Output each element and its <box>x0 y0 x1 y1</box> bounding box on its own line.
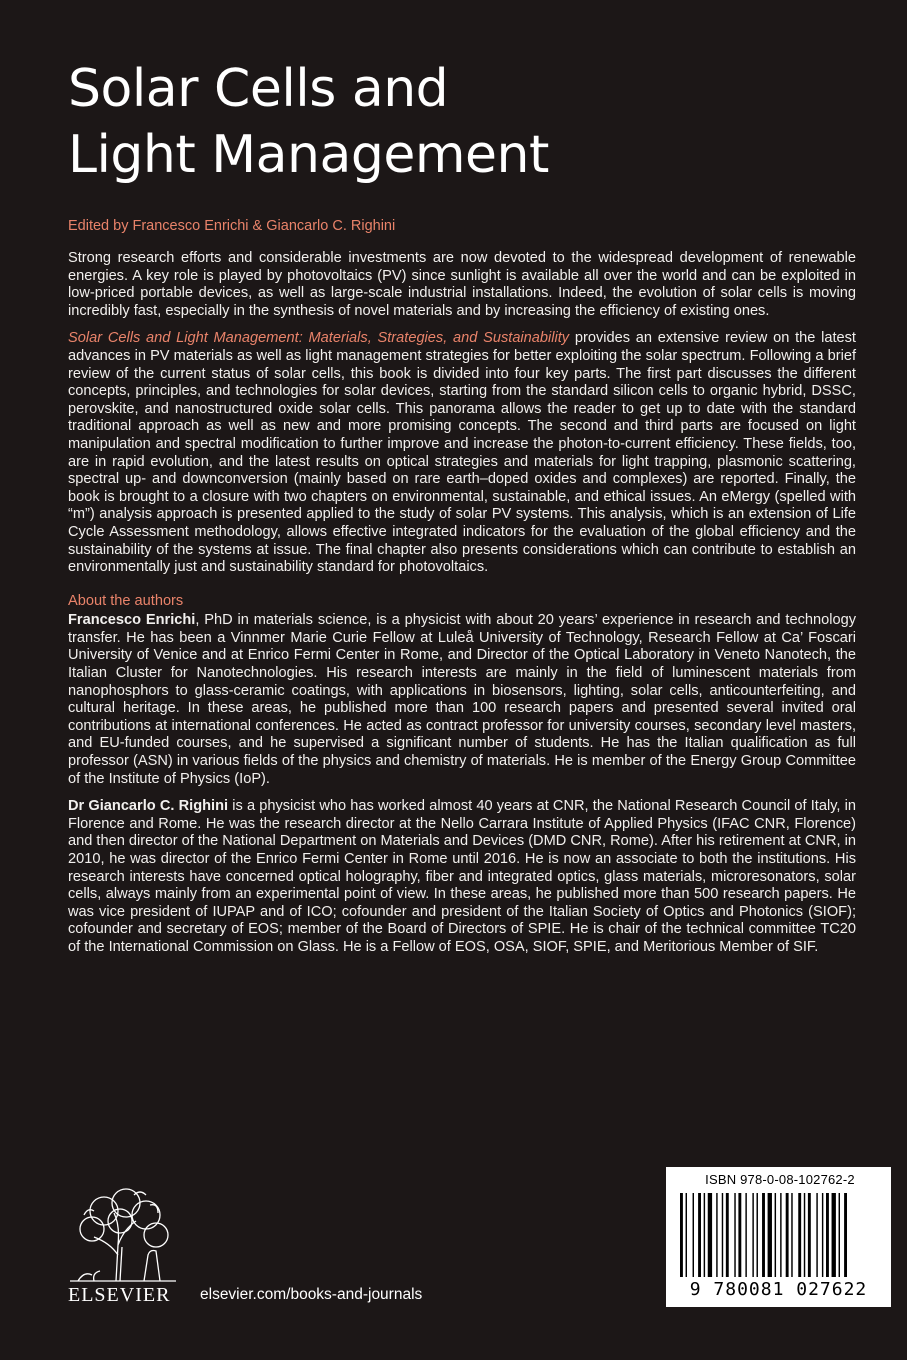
barcode-bar <box>762 1193 765 1277</box>
barcode-bar <box>734 1193 735 1277</box>
barcode-bar <box>757 1193 758 1277</box>
description-paragraph-2 <box>68 330 856 576</box>
barcode-bar <box>722 1193 723 1277</box>
editors-credit: Edited by Francesco Enrichi & Giancarlo C. Righini <box>68 218 396 234</box>
elsevier-tree-logo-icon <box>64 1185 180 1285</box>
publisher-website-link[interactable]: elsevier.com/books-and-journals <box>200 1286 423 1303</box>
barcode-bar <box>780 1193 781 1277</box>
barcode-bar <box>704 1193 705 1277</box>
back-cover-text <box>68 250 856 967</box>
isbn-label: ISBN 978-0-08-102762-2 <box>705 1172 855 1187</box>
publisher-name: ELSEVIER <box>68 1284 171 1306</box>
barcode-bar <box>768 1193 772 1277</box>
barcode-panel <box>666 1167 891 1307</box>
title-line-1: Solar Cells and <box>68 59 449 119</box>
barcode-bar <box>775 1193 776 1277</box>
barcode-bar <box>726 1193 729 1277</box>
barcode-graphic <box>678 1193 879 1277</box>
author-2-bio-text: is a physicist who has worked almost 40 years at CNR, the National Research Council of Italy, in Florence and Rome. He was the research director at the Nello Carrara Institute of Applied Physics (IFAC CNR, Florence) and then director of the National Department on Materials and Devices (DMD CNR, Rome). After his retirement at CNR, in 2010, he was director of the Enrico Fermi Center in Rome until 2016. He is now an associate to both the institutions. His research interests have concerned optical holography, fiber and integrated optics, glass materials, microresonators, solar cells, always mainly from an experimental point of view. In these areas, he published more than 500 research papers. He was vice president of IUPAP and of ICO; cofounder and president of the Italian Society of Optics and Photonics (SIOF); cofounder and secretary of EOS; member of the Board of Directors of SPIE. He is chair of the technical committee TC20 of the International Commission on Glass. He is a Fellow of EOS, OSA, SIOF, SPIE, and Meritorious Member of SIF. <box>68 798 856 955</box>
barcode-bar <box>822 1193 823 1277</box>
book-full-title: Solar Cells and Light Management: Materials, Strategies, and Sustainability <box>68 330 570 347</box>
barcode-bar <box>786 1193 789 1277</box>
barcode-bar <box>808 1193 811 1277</box>
barcode-bar <box>798 1193 801 1277</box>
barcode-bar <box>839 1193 840 1277</box>
barcode-bar <box>844 1193 847 1277</box>
barcode-bar <box>698 1193 701 1277</box>
author-2-name: Dr Giancarlo C. Righini <box>68 798 229 815</box>
barcode-bar <box>752 1193 753 1277</box>
description-paragraph-2-text: provides an extensive review on the latest advances in PV materials as well as light management strategies for better exploiting the solar spectrum. Following a brief review of the current status of solar cells, this book is divided into four key parts. The first part discusses the different concepts, principles, and technologies for solar devices, starting from the standard silicon cells to organic hybrid, DSSC, perovskite, and nanostructured oxide solar cells. This panorama allows the reader to get up to date with the standard traditional approach as well as new and more promising concepts. The second and third parts are focused on light manipulation and spectral modification to further improve and increase the photon-to-current efficiency. These fields, too, are in rapid evolution, and the latest results on optical strategies and materials for light trapping, plasmonic scattering, spectral up- and downconversion (mainly based on rare earth–doped oxides and complexes) are reported. Finally, the book is brought to a closure with two chapters on environmental, sustainable, and ethical issues. An eMergy (spelled with “m”) analysis approach is presented applied to the study of solar PV systems. This analysis, which is an extension of Life Cycle Assessment methodology, allows effective integrated indicators for the evaluation of the global efficiency and the sustainability of the systems at issue. The final chapter also presents considerations which can contribute to establish an environmentally just and sustainability standard for photovoltaics. <box>68 330 856 576</box>
about-authors-heading: About the authors <box>68 592 184 609</box>
barcode-bar <box>832 1193 836 1277</box>
barcode-bar <box>804 1193 805 1277</box>
book-title <box>68 56 848 188</box>
barcode-bar <box>708 1193 712 1277</box>
barcode-bar <box>816 1193 817 1277</box>
barcode-bar <box>738 1193 741 1277</box>
title-line-2: Light Management <box>68 125 549 185</box>
author-1-bio <box>68 612 856 788</box>
author-1-bio-text: , PhD in materials science, is a physicist with about 20 years’ experience in research and technology transfer. He has been a Vinnmer Marie Curie Fellow at Luleå University of Technology, Research Fellow at Ca’ Foscari University of Venice and at Enrico Fermi Center in Rome, and Director of the Optical Laboratory in Veneto Nanotech, the Italian Cluster for Nanotechnologies. His research interests are mainly in the field of luminescent materials from nanophosphors to glass-ceramic coatings, with applications in biosensors, lighting, solar cells, anticounterfeiting, and cultural heritage. In these areas, he published more than 100 research papers and presented several invited oral contributions at international conferences. He acted as contract professor for university courses, secondary level masters, and EU-funded courses, and he supervised a significant number of students. He has the Italian qualification as full professor (ASN) in various fields of the physics and chemistry of materials. He is member of the Energy Group Committee of the Institute of Physics (IoP). <box>68 612 856 787</box>
ean-number: 9 780081 027622 <box>689 1279 868 1300</box>
barcode-bar <box>826 1193 829 1277</box>
author-2-bio <box>68 798 856 956</box>
barcode-bar <box>716 1193 717 1277</box>
author-1-name: Francesco Enrichi <box>68 612 196 629</box>
barcode-bar <box>680 1193 683 1277</box>
barcode-bar <box>745 1193 746 1277</box>
barcode-bar <box>686 1193 687 1277</box>
barcode-bar <box>693 1193 694 1277</box>
description-paragraph-1: Strong research efforts and considerable investments are now devoted to the widespread development of renewable energies. A key role is played by photovoltaics (PV) since sunlight is available all over the world and can be exploited in low-priced portable devices, as well as large-scale industrial installations. Indeed, the evolution of solar cells is moving incredibly fast, especially in the synthesis of novel materials and by increasing the efficiency of existing ones. <box>68 250 856 319</box>
barcode-bar <box>791 1193 792 1277</box>
